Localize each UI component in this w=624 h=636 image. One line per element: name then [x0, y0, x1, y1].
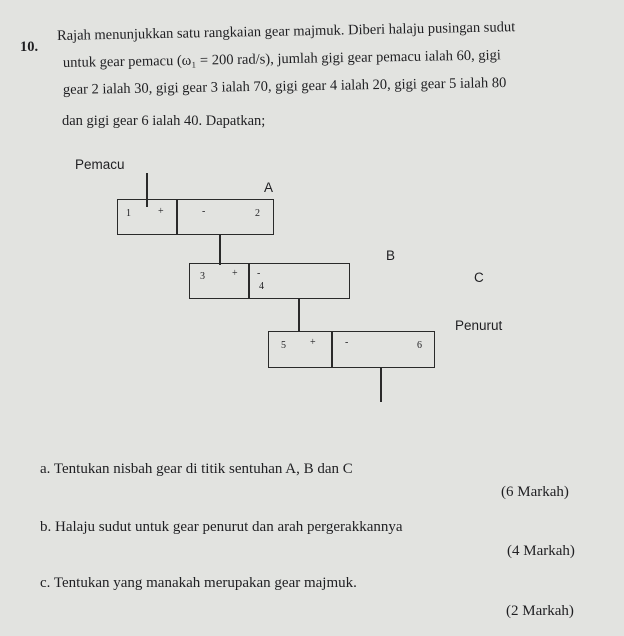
gear-6-label: 6 [417, 340, 422, 351]
plus-sign: + [310, 337, 316, 348]
part-c-marks: (2 Markah) [506, 603, 574, 619]
gear-1-label: 1 [126, 208, 131, 219]
follower-shaft [380, 368, 382, 402]
shaft-2-3 [219, 235, 221, 265]
part-a-text: a. Tentukan nisbah gear di titik sentuhan A, B dan C [40, 461, 353, 477]
part-b-marks: (4 Markah) [507, 543, 575, 559]
gear-5-label: 5 [281, 340, 286, 351]
question-line-1: Rajah menunjukkan satu rangkaian gear majmuk. Diberi halaju pusingan sudut [56, 19, 516, 44]
gear-4-label: 4 [259, 281, 264, 292]
label-follower: Penurut [455, 318, 503, 333]
minus-sign: - [202, 206, 206, 217]
part-c-text: c. Tentukan yang manakah merupakan gear majmuk. [40, 575, 357, 591]
question-number: 10. [20, 39, 39, 55]
minus-sign: - [257, 268, 261, 279]
label-contact-a: A [264, 180, 274, 195]
gear-pair-3-4 [189, 263, 350, 299]
part-a-marks: (6 Markah) [501, 484, 569, 500]
gear-2-label: 2 [255, 208, 260, 219]
label-contact-b: B [386, 248, 396, 263]
shaft-4-5 [298, 299, 300, 331]
gear-3-label: 3 [200, 271, 205, 282]
gear-pair-1-2 [117, 199, 274, 235]
question-line-2: untuk gear pemacu (ω₁ = 200 rad/s), jumlah gigi gear pemacu ialah 60, gigi [62, 47, 501, 71]
part-b-text: b. Halaju sudut untuk gear penurut dan arah pergerakkannya [40, 519, 403, 535]
label-contact-c: C [474, 270, 484, 285]
question-line-3: gear 2 ialah 30, gigi gear 3 ialah 70, gigi gear 4 ialah 20, gigi gear 5 ialah 80 [62, 75, 507, 98]
gear-pair-5-6 [268, 331, 435, 368]
plus-sign: + [232, 268, 238, 279]
plus-sign: + [158, 206, 164, 217]
minus-sign: - [345, 337, 349, 348]
question-line-4: dan gigi gear 6 ialah 40. Dapatkan; [62, 113, 266, 129]
label-driver: Pemacu [75, 157, 125, 172]
